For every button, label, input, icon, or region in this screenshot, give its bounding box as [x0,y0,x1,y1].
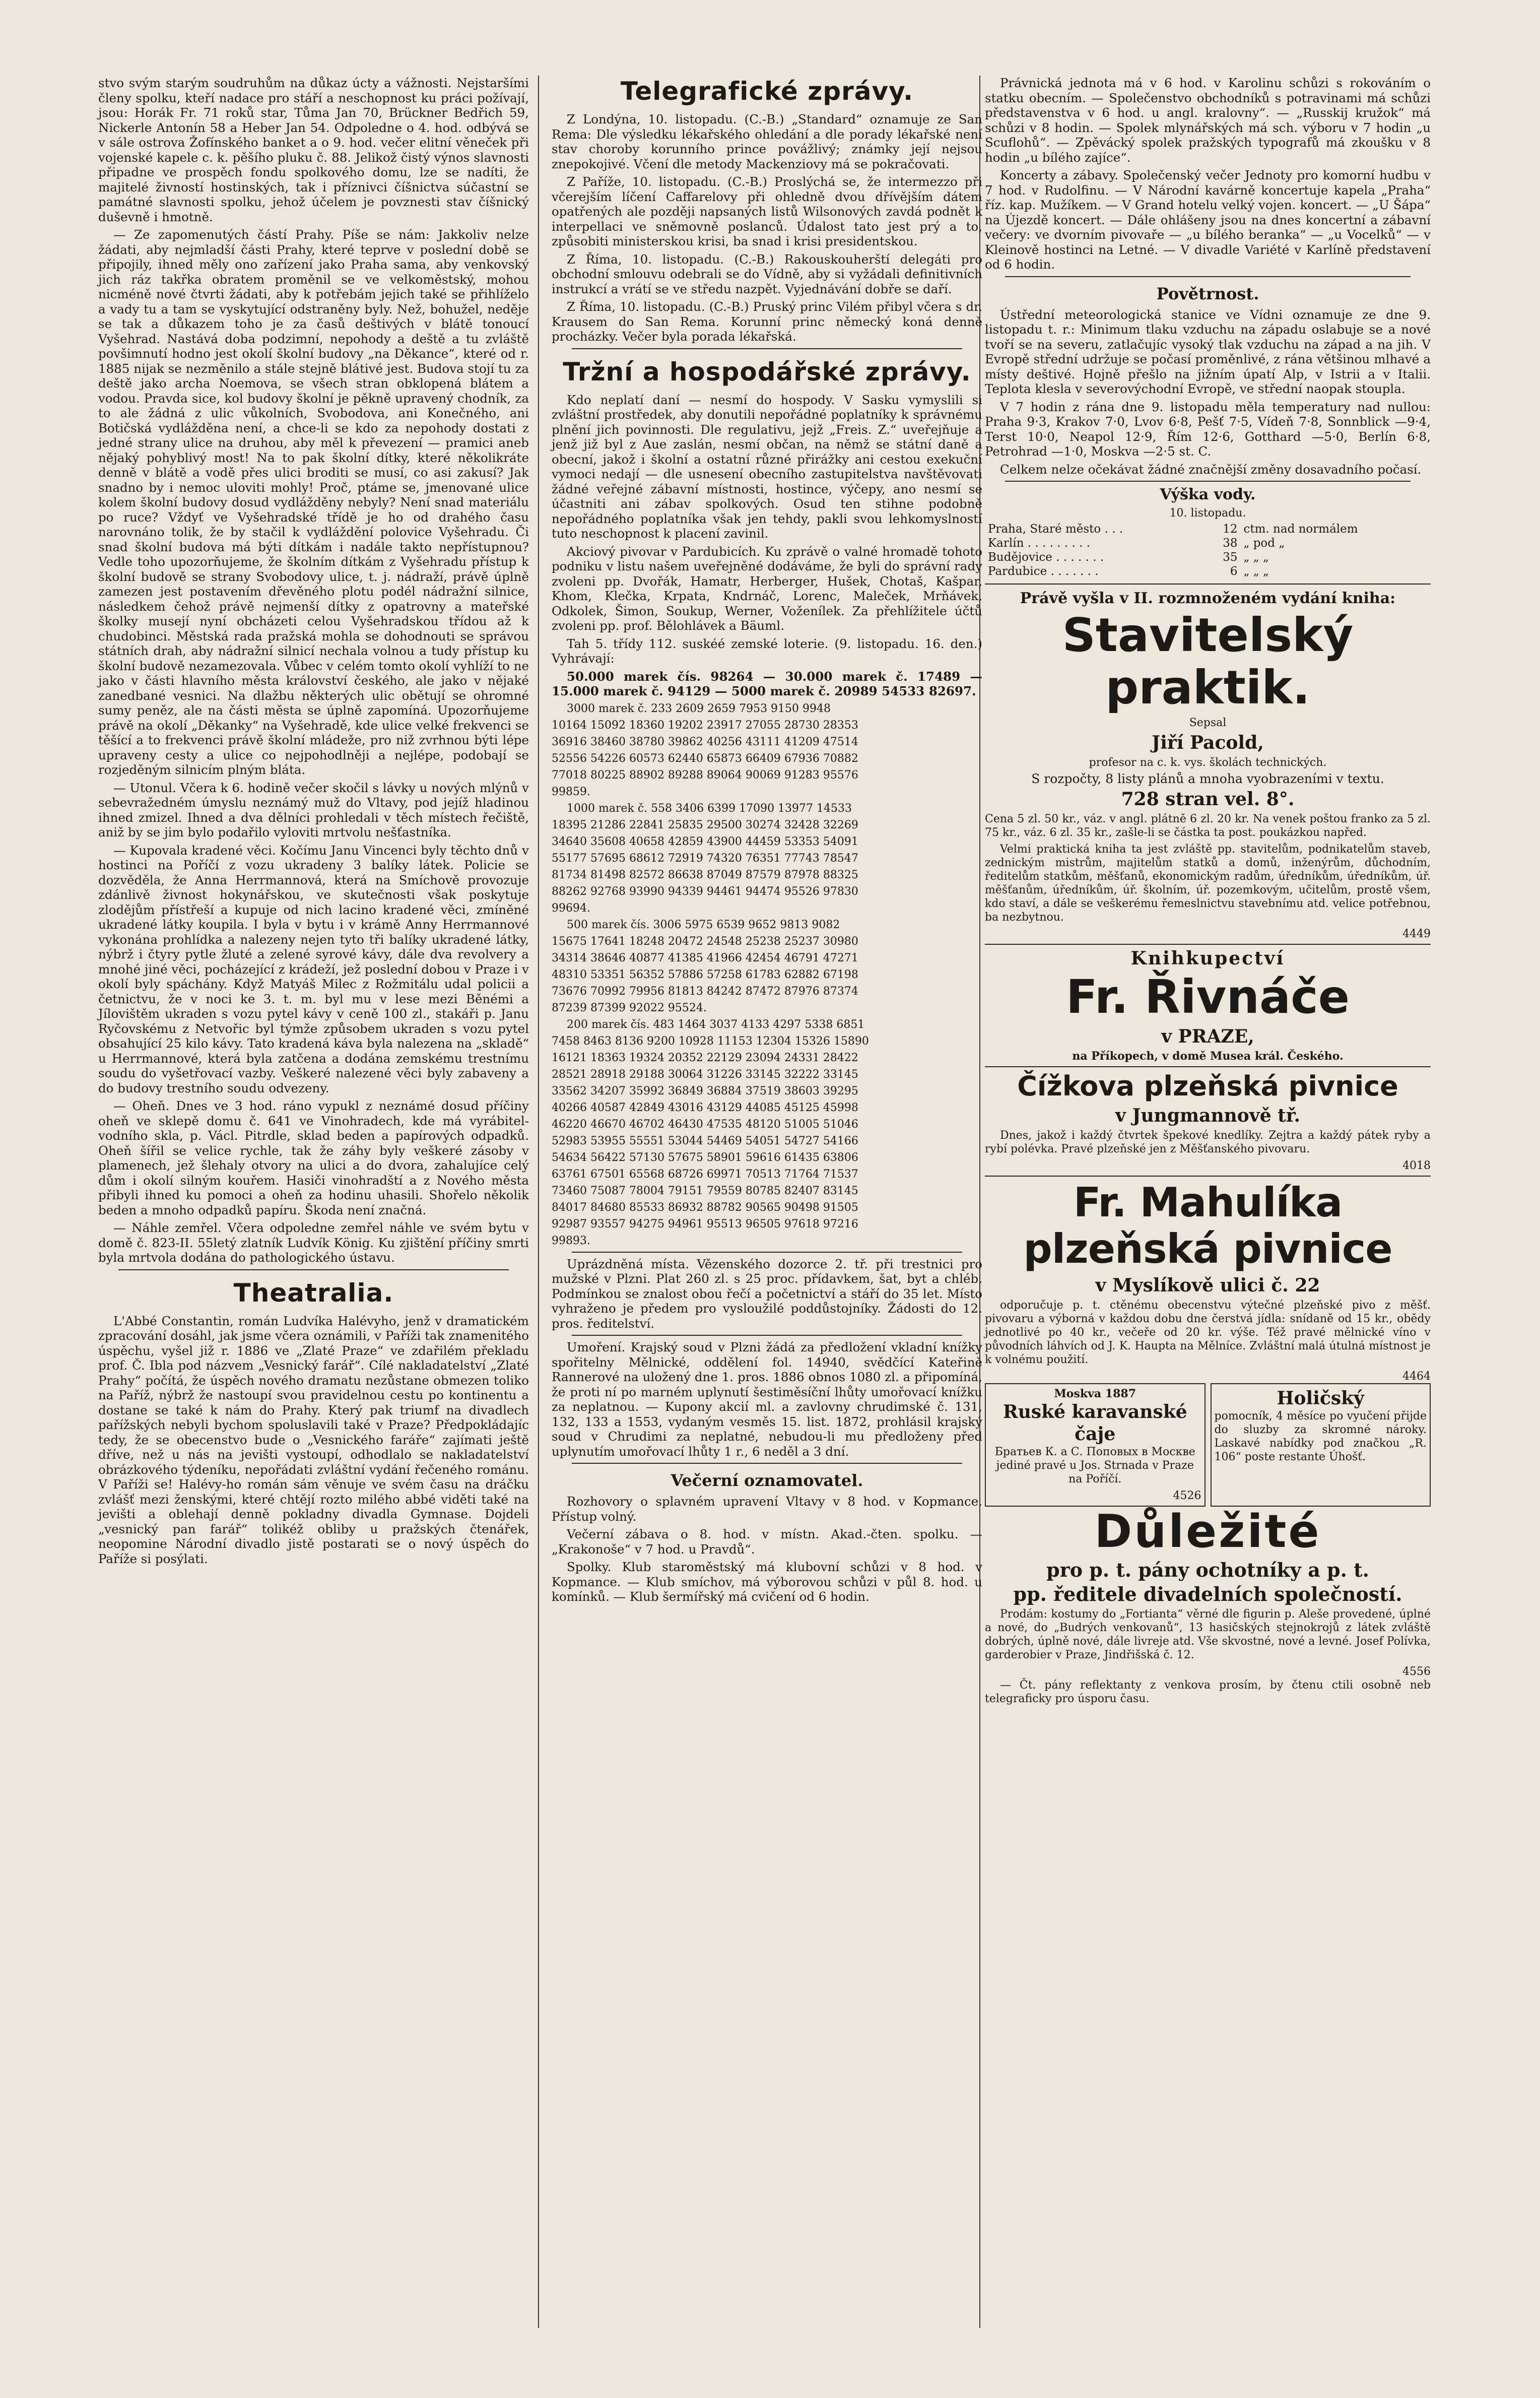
ad-book-author: Jiří Pacold, [1152,732,1264,753]
section-heading-theatre: Theatralia. [233,1278,394,1308]
ad-cizek-address: v Jungmannově tř. [1115,1105,1300,1126]
table-row [985,550,1431,564]
ad-bookshop [985,948,1431,1063]
lottery-row: 34314 38646 40877 41385 41966 42454 46791 47271 [552,951,858,964]
water-unit: „ „ „ [1243,551,1269,564]
column-3 [985,76,1431,1709]
ad-important-note: — Čt. pány reflektanty z venkova prosím, by čtenu ctili osobně neb telegraficky pro úsporu času. [985,1679,1431,1705]
ad-number: 4449 [1402,928,1431,940]
column-1 [98,76,529,1569]
weather-outlook: Celkem nelze očekávat žádné značnější změny dosavadního počasí. [1000,462,1422,477]
lottery-row: 40266 40587 42849 43016 43129 44085 45125 45998 [552,1101,858,1114]
ad-book-pages: 728 stran vel. 8°. [1121,789,1295,810]
ad-book-stavitelsky [985,590,1431,941]
divider [985,584,1431,585]
water-unit: „ „ „ [1243,565,1269,578]
telegraph-item: Z Říma, 10. listopadu. (C.-B.) Rakouskouherští delegáti pro obchodní smlouvu odebrali se do Vídně, aby si vyžádali definitivních instrukcí a vrátí se ve středu nazpět. Vyjednávání dobře se daří. [552,251,982,296]
lottery-row: 46220 46670 46702 46430 47535 48120 51005 51046 [552,1118,858,1131]
water-place: Karlín . . . . . . . . . [988,537,1091,550]
evening-item: Večerní zábava o 8. hod. v místn. Akad.-čten. spolku. — „Krakonoše“ v 7 hod. u Pravdů“. [552,1527,982,1557]
lottery-group-head: 500 marek čís. 3006 5975 6539 9652 9813 9082 [567,918,840,931]
ad-important [985,1507,1431,1706]
divider [572,348,962,349]
telegraph-item: Z Londýna, 10. listopadu. (C.-B.) „Standard“ oznamuje ze San Rema: Dle výsledku lékařského ohledání a dle porady lékařské není stav choroby korunního prince povážlivý; známky její nejsou znepokojivé. Včení dle metody Mackenziovy má se pokračovati. [552,112,982,171]
lottery-group-head: 200 marek čís. 483 1464 3037 4133 4297 5338 6851 [567,1018,865,1031]
table-row [985,564,1431,578]
lottery-row: 48310 53351 56352 57886 57258 61783 62882 67198 [552,968,858,981]
water-value: 6 [1230,565,1238,578]
ad-book-title: Stavitelský praktik. [1062,608,1354,715]
water-level-table [985,522,1431,578]
divider [1005,481,1411,482]
ad-bookshop-top: Knihkupectví [1130,948,1285,969]
ad-book-line: S rozpočty, 8 listy plánů a mnoha vyobrazeními v textu. [1031,771,1384,786]
lottery-row: 73460 75087 78004 79151 79559 80785 82407 83145 [552,1184,858,1197]
section-heading-evening: Večerní oznamovatel. [671,1471,863,1490]
ad-barber-body: pomocník, 4 měsíce po vyučení přijde do sluzby za skromné nároky. Laskavé nabídky pod značkou „R. 106“ poste restante Úhošť. [1214,1410,1427,1463]
lottery-row: 87239 87399 92022 95524. [552,1001,707,1014]
article-paragraph: stvo svým starým soudruhům na důkaz úcty a vážnosti. Nejstaršími členy spolku, kteří nadace pro stáří a neschopnost ku práci požívají, jsou: Horák Fr. 71 roků star, Tůma Jan 70, Brückner Bedřich 59, Nickerle Antonín 58 a Heber Jan 54. Odpoledne o 4. hod. odbývá se v sále ostrova Žofínského banket a o 9. hod. večer elitní věneček při vojenské kapele c. k. pěšího pluku č. 88. Jelikož čistý výnos slavnosti připadne ve prospěch fondu spolkového domu, lze se nadíti, že majitelé živností hostinských, tak i příznivci číšnictva súčastní se památné slavnosti spolku, jehož účelem je povznesti stav číšnický duševně i hmotně. [98,76,529,224]
evening-item: Spolky. Klub staroměstský má klubovní schůzi v 8 hod. v Kopmance. — Klub smíchov, má výborovou schůzi v půl 8. hod. u komínků. — Klub šermířský má cvičení od 6 hodin. [552,1560,982,1604]
ad-cizek-title: Čížkova plzeňská pivnice [1017,1070,1398,1102]
ad-bookshop-city: v PRAZE, [1161,1026,1254,1047]
lottery-row: 10164 15092 18360 19202 23917 27055 28730 28353 [552,719,858,732]
lottery-row: 81734 81498 82572 86638 87049 87579 87978 88325 [552,868,858,881]
ad-mahulik-title: Fr. Mahulíka plzeňská pivnice [1023,1179,1392,1272]
lottery-row: 16121 18363 19324 20352 22129 23094 24331 28422 [552,1051,858,1064]
lottery-main-prizes: 50.000 marek čís. 98264 — 30.000 marek č. 17489 — 15.000 marek č. 94129 — 5000 marek č. 20989 54533 82697. [552,669,982,698]
ad-important-sub2: pp. ředitele divadelních společností. [1013,1583,1402,1605]
lottery-group-3 [552,1018,982,1248]
lottery-row: 77018 80225 88902 89288 89064 90069 91283 95576 [552,768,858,782]
water-value: 38 [1223,537,1238,550]
lottery-row: 33562 34207 35992 36849 36884 37519 38603 39295 [552,1084,858,1097]
lottery-row: 52983 53955 55551 53044 54469 54051 54727 54166 [552,1134,858,1147]
lottery-group-head: 1000 marek č. 558 3406 6399 17090 13977 14533 [567,802,852,815]
evening-item: Právnická jednota má v 6 hod. v Karolinu schůzi s rokováním o statku obecním. — Společenstvo obchodníků s potravinami má schůzi představenstva v 6 hod. u angl. kralovny“. — „Russkij kružok“ má schůzi v 8 hodin. — Spolek mlynářských má sch. výboru v 7 hodin „u Scuflohů“. — Zpěvácký spolek pražských typografů má zkoušku v 8 hodin „u bílého zajíce“. [985,76,1431,165]
lottery-row: 52556 54226 60573 62440 65873 66409 67936 70882 [552,752,858,765]
lottery-row: 54634 56422 57130 57675 58901 59616 61435 63806 [552,1151,858,1164]
water-value: 35 [1223,551,1238,564]
section-heading-market: Tržní a hospodářské zprávy. [563,357,971,386]
ad-important-sub1: pro p. t. pány ochotníky a p. t. [1046,1559,1369,1581]
article-drowned: — Utonul. Včera k 6. hodině večer skočil s lávky u nových mlýnů v sebevražedném úmyslu neznámý muž do Vltavy, pod jejíž hladinou ihned zmizel. Ihned a dva dělníci prohledali v těch místech řečiště, aniž by se jim bylo podařilo vyloviti mrtvolu nešťastníka. [98,780,529,839]
lottery-row: 99893. [552,1234,590,1247]
job-vacancy: Uprázdněná místa. Vězenského dozorce 2. tř. při trestnici pro mužské v Plzni. Plat 260 zl. s 25 proc. přídavkem, šat, byt a chléb. Podmínkou se znalost obou řečí a početnictví a stáří do 35 let. Místo vyhraženo je předem pro vysloužilé poddůstojníky. Žádosti do 12. pros. ředitelství. [552,1256,982,1331]
ad-number: 4018 [1402,1159,1431,1172]
section-heading-telegraph: Telegrafické zprávy. [620,77,914,106]
ad-number: 4556 [1402,1665,1431,1678]
article-prague-parts: — Ze zapomenutých částí Prahy. Píše se nám: Jakkoliv nelze žádati, aby nejmladší části Prahy, které teprve v poslední době se připojily, ihned měly ono zařízení jako Praha sama, aby venkovský jich ráz takřka obratem proměnil se ve velkoměstský, mohou nicméně nové čtvrti žádati, aby k potřebám jejich také se přihlíželo a vady tu a tam se vyskytující odstraněny byly. Než, bohužel, neděje se tak a důkazem toho je za časů deštivých v blátě tonoucí Vyšehrad. Nastává doba podzimní, nepohody a deště a tu zvláště povšimnutí hodno jest okolí školní budovy „na Děkance“, které od r. 1885 nijak se nezměnilo a stále stejně blátivé jest. Budova stojí tu za deště jako archa Noemova, se všech stran obklopená blátem a vodou. Pravda sice, kol budovy školní je pěkně upravený chodník, za to ale žádná z ulic vůkolních, Svobodova, ani Konečného, ani Botičská vydlážděna není, a chce-li se kdo za nepohody dostati z jedné strany ulice na druhou, aby měl k převezení — pramici aneb nějaký pohyblivý most! Na to pak školní dítky, které několikráte denně v blátě a vodě přes ulici broditi se musí, co asi zakusí? Jak snadno by i nemoc uloviti mohly! Proč, ptáme se, jmenované ulice kolem školní budovy dosud vydlážděny nebyly? Není snad materiálu po ruce? Vždyť ve Vyšehradské třídě je ho od drahého času narovnáno tolik, že by stačil k vydláždění polovice Vyšehradu. Či snad školní budova má býti dítkám i nadále takto nepřístupnou? Vedle toho upozorňujeme, že školním dítkám z Vyšehradu přístup k školní budově se strany Svobodovy ulice, t. j. nádraží, právě úplně zamezen jest postavením dřevěného plotu podél nádražní silnice, následkem čehož právě nejmenší dítky z opatrovny a mateřské školky musejí nyní obcházeti celou Vyšehradskou třídou až k chudobinci. Městská rada pražská mohla se dohodnouti se správou státních drah, aby nádražní silnicí nechala volnou a tudy přístup ku školní budově nezamezovala. Vůbec v celém tomto okolí vyhlíží to ne jako v části hlavního města království českého, ale jako v nějaké zanedbané vesnici. Na dlažbu některých ulic obětují se ohromné sumy peněz, ale na části města se úplně zapomíná. Upozorňujeme právě na okolí „Děkanky“ na Vyšehradě, kde ulice velké frekvenci se těšící a to frekvenci právě školní mládeže, pro niž zvrhnou býti lépe upraveny cesty a ulice co nejpohodlněji a nejlépe, podobají se rozjeděným silnicím plným bláta. [98,227,529,777]
section-heading-weather: Povětrnost. [1156,284,1259,303]
lottery-row: 28521 28918 29188 30064 31226 33145 32222 33145 [552,1068,858,1081]
lottery-group-2 [552,918,982,1015]
lottery-row: 15675 17641 18248 20472 24548 25238 25237 30980 [552,935,858,948]
ad-tea [985,1383,1206,1507]
ad-book-role: profesor na c. k. vys. školách technických. [1089,756,1327,769]
lottery-row: 63761 67501 65568 68726 69971 70513 71764 71537 [552,1168,858,1181]
water-level-heading: Výška vody. [1160,486,1256,503]
lottery-row: 18395 21286 22841 25835 29500 30274 32428 32269 [552,818,858,831]
lottery-row: 99859. [552,785,590,798]
ad-bookshop-title: Fr. Řivnáče [1065,970,1350,1024]
article-theatre: L'Abbé Constantin, román Ludvíka Halévyho, jenž v dramatickém zpracování dosáhl, jak jsme včera oznámili, v Paříži tak znamenitého úspěchu, vyšel již r. 1886 ve „Zlaté Praze“ ve zdařilém překladu prof. Č. Ibla pod názvem „Vesnický farář“. Cílé nakladatelství „Zlaté Prahy“ počítá, že úspěch nového dramatu nezůstane obmezen toliko na Paříž, nýbrž že nastoupí svou pravidelnou cestu po kontinentu a dostane se také k nám do Prahy. Který pak triumf na divadlech pařížských nebyli bychom spoluslavili také v Praze? Předpokládajíc tedy, že se obecenstvo bude o „Vesnického faráře“ zajímati ještě dříve, než u nás na jevišti vystoupí, odhodlalo se nakladatelství obrázkového týdeníku, nepořádati zvláštní vydání řečeného románu. V Paříži se! Halévy-ho román sám věnuje ve svém času na dráčku zvlášť mezi ženskými, které chtějí rozto milého abbé viděti také na jevišti a oblehají denně pokladny divadla Gymnase. Dojdeli „vesnický pan farář“ tolikéž obliby u pražských čtenářek, neopomine Národní divadlo jistě postarati se o nový úspěch do Paříže si posýlati. [98,1313,529,1566]
market-item: Kdo neplatí daní — nesmí do hospody. V Sasku vymyslili si zvláštní prostředek, aby donutili nepořádné poplatníky k správnému plnění jich povinnosti. Dle regulativu, jejž „Freis. Z.“ uveřejňuje a jenž již byl z Aue zaslán, nesmí občan, na němž se státní daně a obecní, jakož i školní a ostatní různé přirážky ani cestou exekuční vymoci nedají — dle usnesení obecního zastupitelstva navštěvovati žádné veřejné zábavní místnosti, hostince, výčepy, ano nesmí se účastniti ani zábav spolkových. Osud ten stihne podobně nepořádného poplatníka však jen tehdy, pakli svou lehkomyslností tuto neschopnost k placení zavinil. [552,392,982,541]
lottery-row: 55177 57695 68612 72919 74320 76351 77743 78547 [552,852,858,865]
ad-number: 4464 [1402,1370,1431,1383]
telegraph-item: Z Říma, 10. listopadu. (C.-B.) Pruský princ Vilém přibyl včera s dr. Krausem do San Rema. Korunní princ německý koná denně procházky. Večer byla porada lékařská. [552,299,982,344]
ad-barber [1211,1383,1431,1507]
divider [985,1176,1431,1177]
ad-tea-top: Moskva 1887 [1054,1387,1136,1400]
ad-barber-title: Holičský [1277,1388,1364,1409]
lottery-group-head: 3000 marek č. 233 2609 2659 7953 9150 9948 [567,702,831,715]
ad-book-price: Cena 5 zl. 50 kr., váz. v angl. plátně 6 zl. 20 kr. Na venek poštou franko za 5 zl. 75 kr., váz. 6 zl. 35 kr., zašle-li se částka ta post. poukázkou napřed. [985,813,1431,839]
ad-tea-body: Братьев К. а С. Поповых в Москве jediné pravé u Jos. Strnada v Praze na Poříčí. [994,1446,1195,1485]
divider [985,944,1431,945]
ad-important-body: Prodám: kostumy do „Fortianta“ věrné dle figurin p. Aleše provedené, úplné a nové, do „Budrých venkovanů“, 13 hasičských stejnokrojů z látek zvláště dobrých, úplně nové, dále livreje atd. Vše skvostné, nové a levné. Josef Polívka, garderobier v Praze, Jindřišská č. 12. [985,1608,1431,1661]
divider [572,1335,962,1336]
column-rule-1 [538,76,539,2328]
weather-temps: V 7 hodin z rána dne 9. listopadu měla temperatury nad nullou: Praha 9·3, Krakov 7·0, Lvov 6·8, Pešť 7·5, Vídeň 7·8, Sonnblick —9·4, Terst 10·0, Neapol 12·9, Řím 12·6, Gotthard —5·0, Berlín 6·8, Petrohrad —1·0, Moskva —2·5 st. C. [985,399,1431,459]
water-unit: ctm. nad normálem [1243,523,1358,536]
court-notice: Umoření. Krajský soud v Plzni žádá za předložení vkladní knížky spořitelny Mělnické, oddělení fol. 14940, svědčící Kateřině Rannerové na uložený dne 1. pros. 1886 obnos 1080 zl. a připomíná, že proti ní po marném uplynutí šestiměsíční lhůty umořovací knížku za neplatnou. — Kupony akcií ml. a zavlovny chrudimské č. 131, 132, 133 a 1553, vydaným vesměs 15. list. 1872, prohlásil krajský soud v Chrudimi za neplatné, nebudou-li mu předloženy před uplynutím umořovací lhůty 1 r., 6 neděl a 3 dní. [552,1340,982,1459]
lottery-row: 73676 70992 79956 81813 84242 87472 87976 87374 [552,985,858,998]
divider [118,1269,509,1270]
lottery-row: 36916 38460 38780 39862 40256 43111 41209 47514 [552,735,858,748]
market-item: Akciový pivovar v Pardubicích. Ku zprávě o valné hromadě tohoto podniku v listu našem uveřejněné dodáváme, že byli do správní rady zvoleni pp. Dvořák, Hamatr, Herberger, Hušek, Chotaš, Kašpar, Khom, Klečka, Krpata, Kndrnáč, Lorenc, Maleček, Mrňávek, Odkolek, Šimon, Soukup, Werner, Voženílek. Za přehlížitele účtů zvoleni pp. prof. Bělohlávek a Bäuml. [552,544,982,633]
divider [572,1463,962,1464]
ad-tea-title: Ruské karavanské čaje [1002,1401,1187,1445]
telegraph-item: Z Paříže, 10. listopadu. (C.-B.) Proslýchá se, že intermezzo při včerejším líčení Caffarelovy při ohledně dvou dřívějším dátem opatřených ale později napsaných listů Wilsonových zavdá podnět k interpellaci ve sněmovně poslanců. Údalost tato jest prý a to, způsobiti ministerskou krisi, ba snad i krisi presidentskou. [552,174,982,248]
ad-book-by: Sepsal [1189,717,1227,729]
water-value: 12 [1223,523,1238,536]
lottery-group-0 [552,702,982,799]
water-place: Pardubice . . . . . . . [988,565,1099,578]
divider [572,1252,962,1253]
lottery-row: 92987 93557 94275 94961 95513 96505 97618 97216 [552,1217,858,1230]
lottery-row: 88262 92768 93990 94339 94461 94474 95526 97830 [552,885,858,898]
lottery-intro: Tah 5. třídy 112. suskéé zemské loterie. (9. listopadu. 16. den.) Vyhrávají: [552,636,982,666]
divider [1005,276,1411,277]
column-2 [552,76,982,1607]
ad-book-body: Velmi praktická kniha ta jest zvláště pp. stavitelům, podnikatelům staveb, zednickým mistrům, majitelům statků a domů, inženýrům, důchodním, ředitelům statkům, měšťanů, ekonomickým radům, úředníkům, úředníkům, úř. měšťanům, úředníkům, úř. školním, úř. pozemkovým, učitelům, prostě všem, kdo staví, a dále se veškerému řemeslnictvu stavebnímu atd. velice potřebnou, ba nezbytnou. [985,843,1431,924]
table-row [985,522,1431,536]
water-place: Budějovice . . . . . . . [988,551,1104,564]
lottery-row: 99694. [552,901,590,915]
article-sudden-death: — Náhle zemřel. Včera odpoledne zemřel náhle ve svém bytu v domě č. 823-II. 55letý zlatník Ludvík König. Ku zjištění příčiny smrti byla mrtvola dodána do pathologického ústavu. [98,1220,529,1265]
lottery-row: 84017 84680 85533 86932 88782 90565 90498 91505 [552,1201,858,1214]
lottery-tables [552,702,982,1248]
ad-mahulik-address: v Myslíkově ulici č. 22 [1095,1275,1320,1296]
ad-mahulik-body: odporučuje p. t. ctěnému obecenstvu výtečné plzeňské pivo z měšť. pivovaru a výborná v každou dobu dne čerstvá jídla: snídaně od 15 kr., obědy jednotlivé po 40 kr., večeře od 20 kr. výše. Též pravé mělnické víno v původních láhvích od J. K. Haupta na Mělníce. Zvláštní malá útulná místnost je k volnému použití. [985,1299,1431,1366]
ad-number: 4526 [1173,1489,1201,1502]
table-row [985,536,1431,550]
ad-bookshop-address: na Příkopech, v domě Musea král. Českého. [1072,1050,1344,1063]
ad-cizek-pub [985,1070,1431,1173]
lottery-row: 7458 8463 8136 9200 10928 11153 12304 15326 15890 [552,1034,869,1048]
weather-text: Ústřední meteorologická stanice ve Vídni oznamuje ze dne 9. listopadu t. r.: Minimum tlaku vzduchu na západu oslabuje se a nové tvoří se na severu, zatlačujíc vysoký tlak vzduchu na západ a na jih. V Evropě střední udržuje se počasí proměnlivé, z rána většinou mlhavé a místy deštivé. Hojně přešlo na jižním úpatí Alp, v Istrii a v Italii. Teplota klesla v severovýchodní Evropě, ve střední naopak stoupla. [985,307,1431,396]
concerts-item: Koncerty a zábavy. Společenský večer Jednoty pro komorní hudbu v 7 hod. v Rudolfinu. — V Národní kavárně koncertuje kapela „Praha“ říz. kap. Mužíkem. — V Grand hotelu velký vojen. koncert. — „U Šápa“ na Újezdě koncert. — Dále ohlášeny jsou na dnes koncertní a zábavní večery: ve dvorním pivovaře — „u bílého beranka“ — „u Vocelků“ — v Kleinově hostinci na Letné. — V divadle Variété v Karlíně představení od 6 hodin. [985,168,1431,272]
water-place: Praha, Staré město . . . [988,523,1123,536]
water-level-date: 10. listopadu. [1169,507,1246,520]
article-fire: — Oheň. Dnes ve 3 hod. ráno vypukl z neznámé dosud příčiny oheň ve sklepě domu č. 641 ve Vinohradech, kde má vyrábitel-vodního skla, p. Václ. Pitrdle, sklad beden a papírových odpadků. Oheň šířil se velice rychle, tak že záhy byly veškeré zásoby v plamenech, jež šlehaly otvory na ulici a do dvora, zahalujíce celý dům i okolí silným kouřem. Hasiči vinohradští a z Nového města přibyli ihned ku pomoci a oheň za hodinu uhasili. Shořelo několik beden a mnoho odpadků papíru. Škoda není značná. [98,1098,529,1217]
ad-mahulik-pub [985,1180,1431,1383]
ad-important-title: Důležité [1094,1505,1321,1558]
ad-cizek-body: Dnes, jakož i každý čtvrtek špekové knedlíky. Zejtra a každý pátek ryby a rybí polévka. Pravé plzeňské jen z Měšťanského pivovaru. [985,1129,1431,1155]
evening-item: Rozhovory o splavném upravení Vltavy v 8 hod. v Kopmance. Přístup volný. [552,1494,982,1524]
article-stolen-goods: — Kupovala kradené věci. Kočímu Janu Vincenci byly těchto dnů v hostinci na Poříčí z vozu ukradeny 3 balíky látek. Policie se dozvěděla, že Anna Herrmannová, která na Smíchově provozuje zdánlivě živnost hokynářskou, ve skutečnosti však poskytuje zlodějům přístřeší a kupuje od nich lacino kradené věci, zmíněné ukradené látky koupila. I byla v bytu i v krámě Anny Herrmannové vykonána prohlídka a nalezeny nejen tyto tři balíky ukradené látky, nýbrž i čtyry pytle žluté a zelené syrové kávy, dále dva revolvery a mnohé jiné věci, pocházející z krádeží, jež poslední dobou v Praze i v okolí byly spáchány. Když Matyáš Milec z Rožmitálu udal policii a četnictvu, že v noci ke 3. t. m. byl mu v lese mezi Běnémi a Jílovištěm ukraden s vozu pytel kávy v ceně 100 zl., stakáři p. Janu Ryčovskému z Netvořic byl týmže způsobem ukraden s vozu pytel obsahující 25 kilo kávy. Tato kradená káva byla nalezena na „skladě“ u Herrmannové, která byla zatčena a dodána zemskému trestnímu soudu do vyšetřovací vazby. Veškeré nalezené věci byly zabaveny a do budovy trestního soudu odvezeny. [98,842,529,1095]
lottery-group-1 [552,802,982,915]
ad-pair [985,1383,1431,1507]
lottery-row: 34640 35608 40658 42859 43900 44459 53353 54091 [552,835,858,848]
divider [985,1066,1431,1067]
water-unit: „ pod „ [1243,537,1285,550]
ad-book-top: Právě vyšla v II. rozmnoženém vydání kniha: [1020,590,1396,607]
